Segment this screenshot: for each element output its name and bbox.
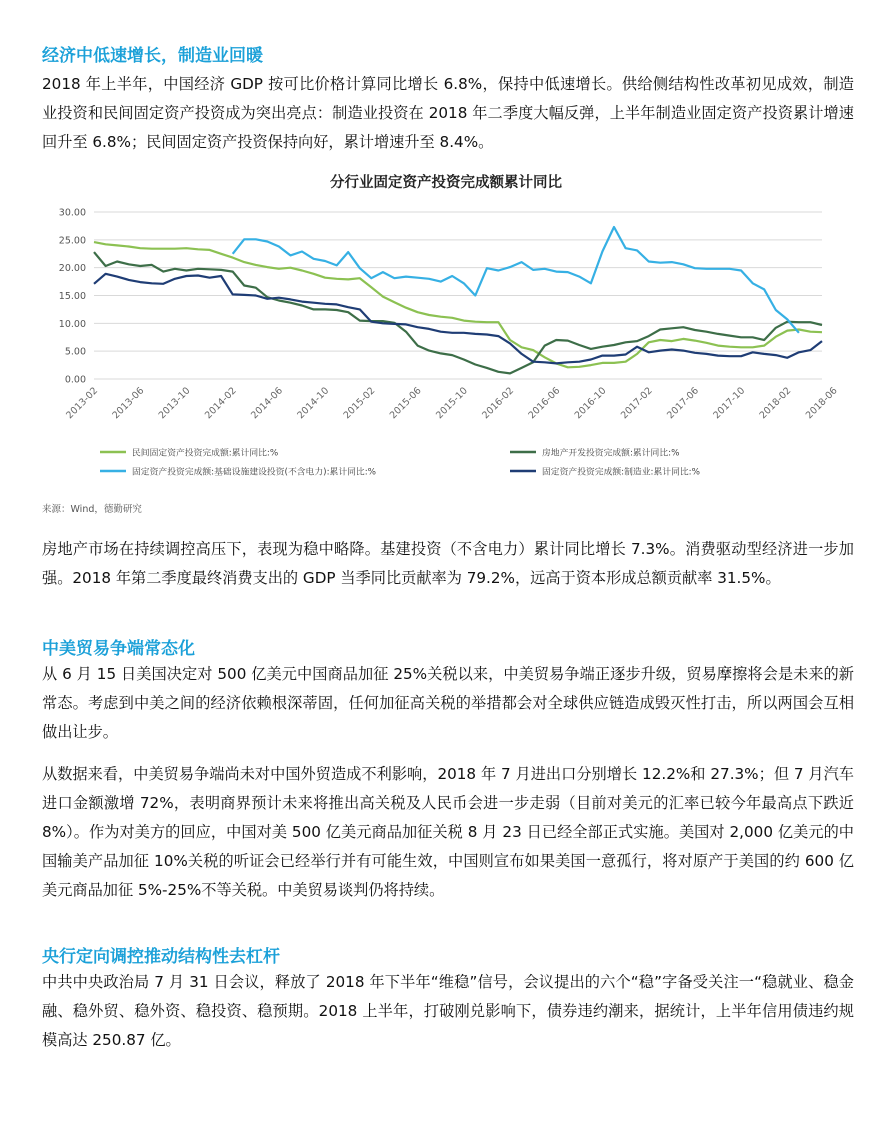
paragraph-deleverage: 中共中央政治局 7 月 31 日会议，释放了 2018 年下半年“维稳”信号，会议提出的六个“稳”字备受关注一“稳就业、稳金融、稳外贸、稳外资、稳投资、稳预期。2018 上半年，打破刚兑影响下，债券违约潮来，据统计，上半年信用债违约规模高达 250.87 亿。 (42, 973, 854, 1049)
chart-source: 来源：Wind，德勤研究 (42, 504, 142, 515)
section-heading-deleverage: 央行定向调控推动结构性去杠杆 (42, 947, 280, 967)
y-tick-label: 20.00 (58, 263, 86, 275)
section-heading-economy: 经济中低速增长，制造业回暖 (42, 46, 263, 66)
y-axis-tick-labels (59, 208, 86, 386)
chart-title: 分行业固定资产投资完成额累计同比 (330, 175, 562, 191)
x-tick-label: 2017-06 (665, 385, 702, 422)
series-line-3 (233, 227, 799, 333)
paragraph-property-consumption: 房地产市场在持续调控高压下，表现为稳中略降。基建投资（不含电力）累计同比增长 7.3%。消费驱动型经济进一步加强。2018 年第二季度最终消费支出的 GDP 当季同比贡献率为 79.2%，远高于资本形成总额贡献率 31.5%。 (42, 540, 854, 587)
chart-legend (100, 447, 700, 478)
investment-line-chart (36, 160, 856, 520)
x-tick-label: 2016-02 (480, 385, 517, 422)
x-tick-label: 2016-10 (572, 385, 609, 422)
x-tick-label: 2018-06 (803, 385, 840, 422)
legend-label: 房地产开发投资完成额:累计同比:% (542, 448, 680, 459)
x-tick-label: 2015-06 (387, 385, 424, 422)
x-tick-label: 2017-10 (711, 385, 748, 422)
paragraph-trade-1: 从 6 月 15 日美国决定对 500 亿美元中国商品加征 25%关税以来，中美贸易争端正逐步升级，贸易摩擦将会是未来的新常态。考虑到中美之间的经济依赖根深蒂固，任何加征高关税的举措都会对全球供应链造成毁灭性打击，所以两国会互相做出让步。 (42, 665, 854, 741)
y-tick-label: 15.00 (58, 291, 86, 302)
paragraph-economy: 2018 年上半年，中国经济 GDP 按可比价格计算同比增长 6.8%，保持中低速增长。供给侧结构性改革初见成效，制造业投资和民间固定资产投资成为突出亮点：制造业投资在 2018 年二季度大幅反弹，上半年制造业固定资产投资累计增速回升至 6.8%；民间固定资产投资保持向好，累计增速升至 8.4%。 (42, 75, 854, 151)
x-tick-label: 2017-02 (618, 385, 655, 422)
legend-label: 民间固定资产投资完成额:累计同比:% (132, 448, 279, 459)
x-tick-label: 2014-10 (295, 385, 332, 422)
paragraph-trade-2: 从数据来看，中美贸易争端尚未对中国外贸造成不利影响，2018 年 7 月进出口分别增长 12.2%和 27.3%；但 7 月汽车进口金额激增 72%，表明商界预计未来将推出高关税及人民币会进一步走弱（目前对美元的汇率已较今年最高点下跌近 8%）。作为对美方的回应，中国对美 500 亿美元商品加征关税 8 月 23 日已经全部正式实施。美国对 2,000 亿美元的中国输美产品加征 10%关税的听证会已经举行并有可能生效，中国则宣布如果美国一意孤行，将对原产于美国的约 600 亿美元商品加征 5%-25%不等关税。中美贸易谈判仍将持续。 (42, 765, 854, 899)
y-tick-label: 25.00 (58, 235, 86, 247)
x-tick-label: 2014-02 (202, 385, 239, 422)
x-tick-label: 2014-06 (249, 385, 286, 422)
x-tick-label: 2018-02 (757, 385, 794, 422)
y-tick-label: 5.00 (64, 346, 86, 358)
x-tick-label: 2015-10 (434, 385, 470, 422)
section-heading-trade: 中美贸易争端常态化 (42, 639, 195, 659)
y-tick-label: 10.00 (58, 318, 86, 330)
x-tick-label: 2013-10 (156, 385, 193, 422)
y-tick-label: 0.00 (64, 374, 86, 386)
x-tick-label: 2013-06 (110, 385, 147, 422)
series-line-1 (94, 242, 822, 367)
legend-label: 固定资产投资完成额:基础设施建设投资(不含电力):累计同比:% (132, 467, 377, 478)
x-axis-tick-labels (64, 385, 839, 421)
x-tick-label: 2016-06 (526, 385, 563, 422)
legend-label: 固定资产投资完成额:制造业:累计同比:% (542, 467, 701, 478)
x-tick-label: 2015-02 (341, 385, 378, 422)
y-tick-label: 30.00 (58, 207, 86, 219)
x-tick-label: 2013-02 (64, 385, 101, 422)
